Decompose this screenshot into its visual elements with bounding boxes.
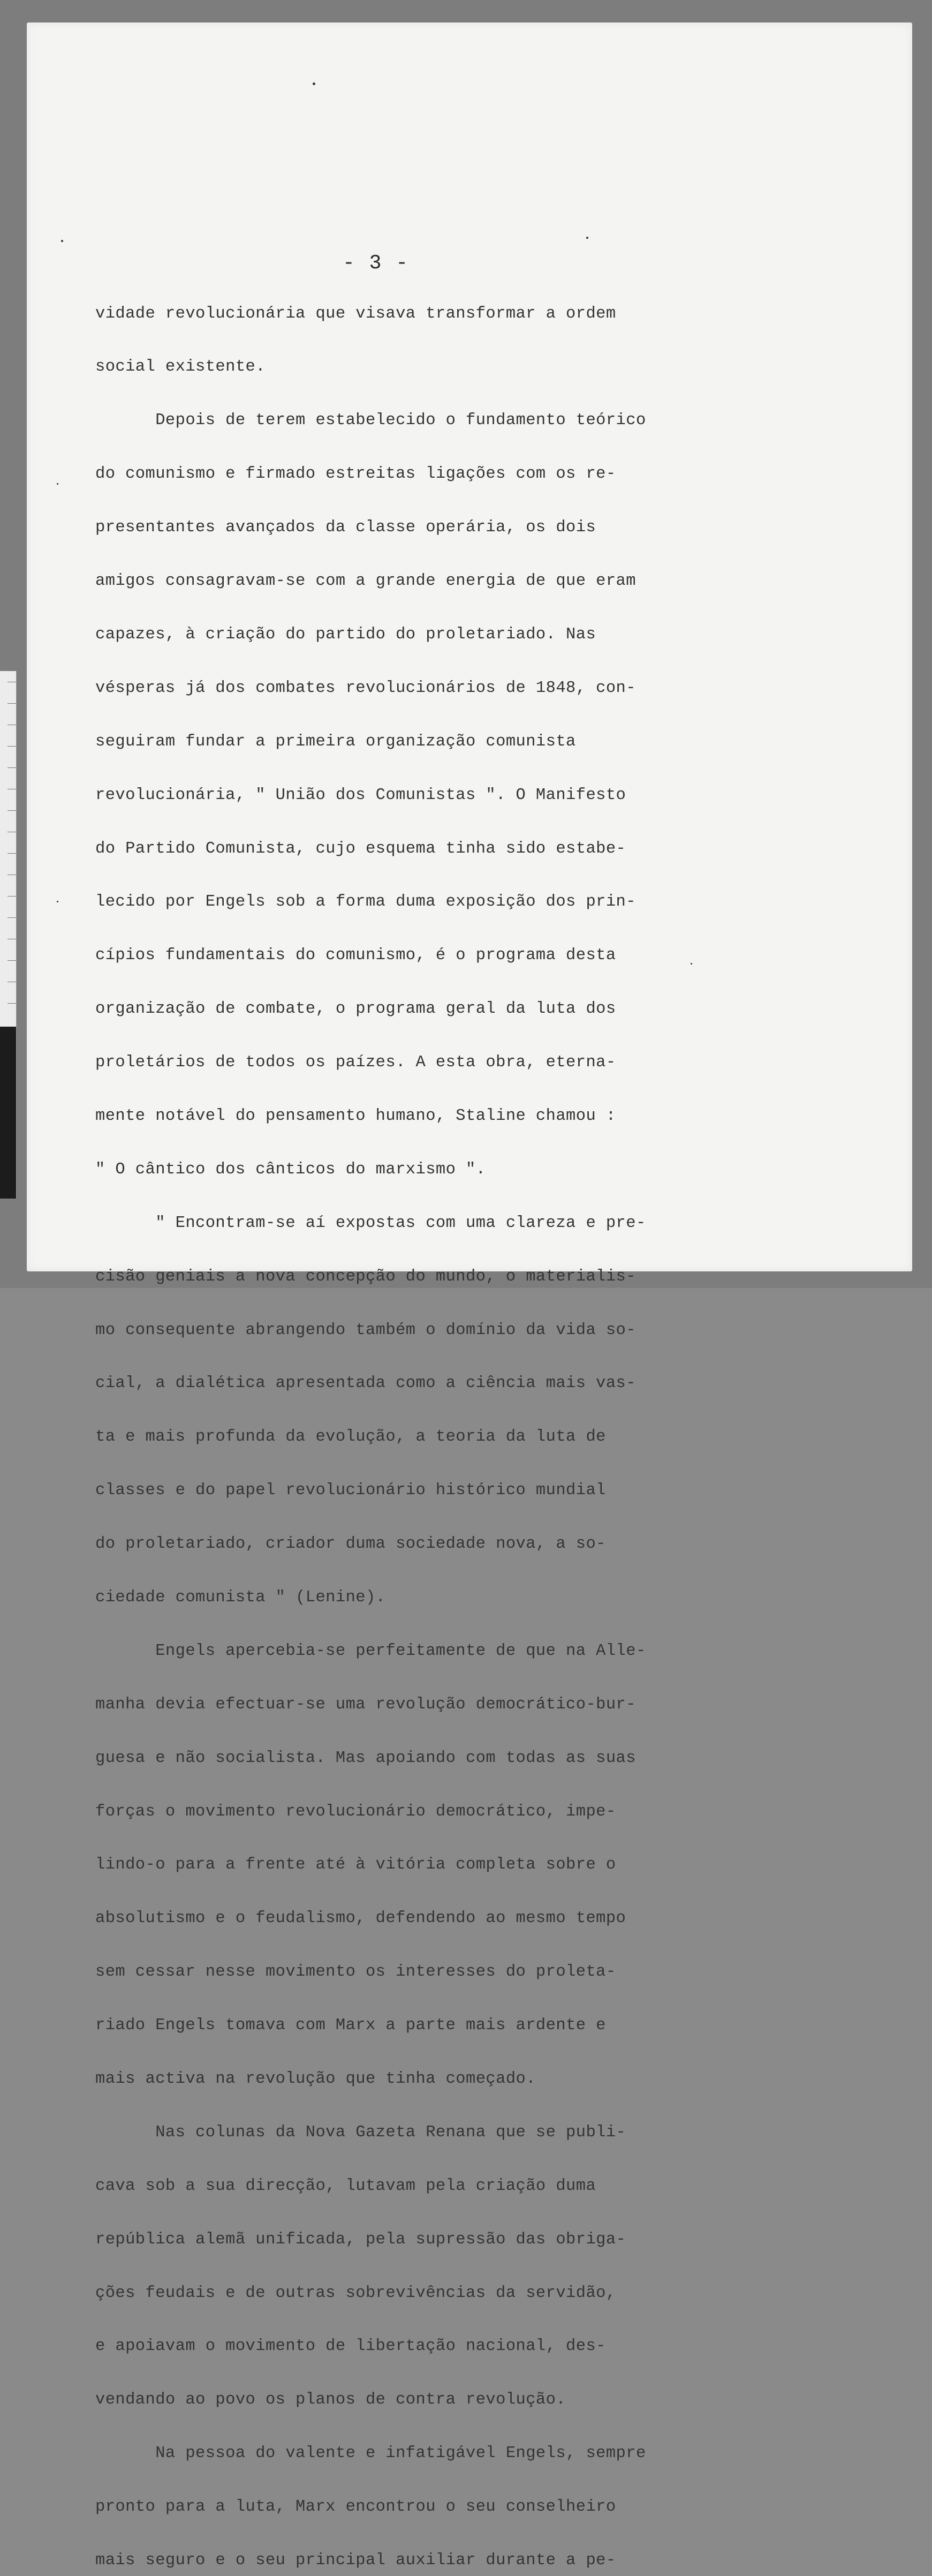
- text-line: guesa e não socialista. Mas apoiando com todas as suas: [95, 1749, 636, 1767]
- text-line: Depois de terem estabelecido o fundamento teórico: [95, 411, 646, 430]
- text-line: classes e do papel revolucionário histórico mundial: [95, 1481, 606, 1500]
- text-line: mo consequente abrangendo também o domínio da vida so-: [95, 1321, 636, 1339]
- text-line: social existente.: [95, 358, 266, 376]
- text-line: proletários de todos os paízes. A esta obra, eterna-: [95, 1053, 616, 1072]
- text-line: vidade revolucionária que visava transformar a ordem: [95, 304, 616, 323]
- text-line: do Partido Comunista, cujo esquema tinha sido estabe-: [95, 839, 626, 858]
- text-line: república alemã unificada, pela supressão das obriga-: [95, 2230, 626, 2249]
- text-line: Engels apercebia-se perfeitamente de que na Alle-: [95, 1641, 646, 1660]
- text-line: do proletariado, criador duma sociedade nova, a so-: [95, 1535, 606, 1554]
- text-line: ções feudais e de outras sobrevivências da servidão,: [95, 2284, 616, 2302]
- text-line: absolutismo e o feudalismo, defendendo ao mesmo tempo: [95, 1909, 626, 1928]
- text-line: organização de combate, o programa geral da luta dos: [95, 1000, 616, 1019]
- text-line: cípios fundamentais do comunismo, é o programa desta: [95, 946, 616, 965]
- text-line: vésperas já dos combates revolucionários de 1848, con-: [95, 679, 636, 697]
- text-line: seguiram fundar a primeira organização comunista: [95, 732, 576, 751]
- scale-ruler: [0, 671, 17, 1199]
- text-line: cava sob a sua direcção, lutavam pela criação duma: [95, 2176, 596, 2195]
- text-line: cisão geniais a nova concepção do mundo, o materialis-: [95, 1267, 636, 1286]
- text-line: vendando ao povo os planos de contra revolução.: [95, 2391, 566, 2409]
- text-line: mais activa na revolução que tinha começado.: [95, 2069, 536, 2088]
- text-line: Na pessoa do valente e infatigável Engels, sempre: [95, 2444, 646, 2463]
- text-line: pronto para a luta, Marx encontrou o seu conselheiro: [95, 2498, 616, 2517]
- text-line: presentantes avançados da classe operária, os dois: [95, 518, 596, 537]
- text-line: Nas colunas da Nova Gazeta Renana que se publi-: [95, 2123, 626, 2142]
- text-line: revolucionária, " União dos Comunistas ". O Manifesto: [95, 786, 626, 804]
- text-line: lindo-o para a frente até à vitória completa sobre o: [95, 1856, 616, 1874]
- text-line: sem cessar nesse movimento os interesses do proleta-: [95, 1963, 616, 1982]
- text-line: capazes, à criação do partido do proletariado. Nas: [95, 625, 596, 644]
- text-line: " Encontram-se aí expostas com uma clareza e pre-: [95, 1214, 646, 1232]
- text-line: ciedade comunista " (Lenine).: [95, 1588, 386, 1607]
- text-line: " O cântico dos cânticos do marxismo ".: [95, 1160, 486, 1179]
- text-line: cial, a dialética apresentada como a ciência mais vas-: [95, 1374, 636, 1393]
- text-line: amigos consagravam-se com a grande energia de que eram: [95, 572, 636, 591]
- text-line: lecido por Engels sob a forma duma exposição dos prin-: [95, 893, 636, 912]
- text-line: manha devia efectuar-se uma revolução democrático-bur-: [95, 1695, 636, 1714]
- text-line: mente notável do pensamento humano, Staline chamou :: [95, 1106, 616, 1125]
- text-line: e apoiavam o movimento de libertação nacional, des-: [95, 2337, 606, 2356]
- text-line: do comunismo e firmado estreitas ligações com os re-: [95, 465, 616, 484]
- text-line: riado Engels tomava com Marx a parte mais ardente e: [95, 2016, 606, 2035]
- text-line: mais seguro e o seu principal auxiliar durante a pe-: [95, 2551, 616, 2570]
- body-text: [95, 269, 695, 2576]
- page-number: - 3 -: [343, 252, 410, 275]
- text-line: ta e mais profunda da evolução, a teoria da luta de: [95, 1428, 606, 1447]
- text-line: forças o movimento revolucionário democrático, impe-: [95, 1802, 616, 1821]
